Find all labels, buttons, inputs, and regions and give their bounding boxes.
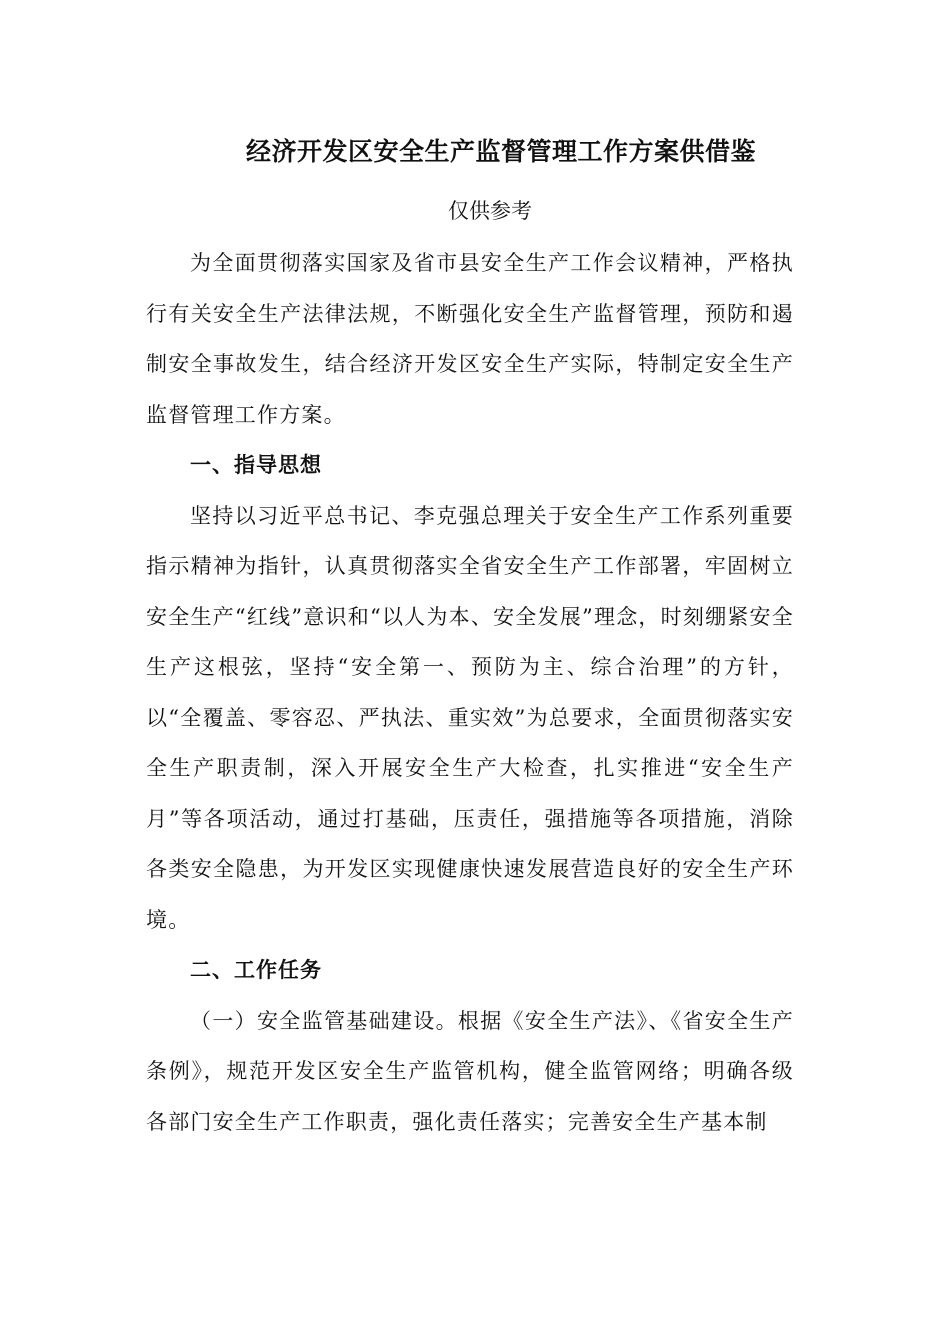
guiding-ideology-paragraph: 坚持以习近平总书记、李克强总理关于安全生产工作系列重要指示精神为指针，认真贯彻落实全省安全生产工作部署，牢固树立安全生产“红线”意识和“以人为本、安全发展”理念，时刻绷紧安全生产这根弦，坚持“安全第一、预防为主、综合治理”的方针，以“全覆盖、零容忍、严执法、重实效”为总要求，全面贯彻落实安全生产职责制，深入开展安全生产大检查，扎实推进“安全生产月”等各项活动，通过打基础，压责任，强措施等各项措施，消除各类安全隐患，为开发区实现健康快速发展营造良好的安全生产环境。: [146, 503, 794, 932]
work-tasks-paragraph: （一）安全监管基础建设。根据《安全生产法》、《省安全生产条例》，规范开发区安全生产监管机构，健全监管网络；明确各级各部门安全生产工作职责，强化责任落实；完善安全生产基本制: [146, 1008, 794, 1134]
section-heading-work-tasks: 二、工作任务: [190, 958, 322, 982]
section-heading-guiding-ideology: 一、指导思想: [190, 453, 322, 477]
document-subtitle: 仅供参考: [448, 199, 532, 223]
document-title: 经济开发区安全生产监督管理工作方案供借鉴: [246, 137, 757, 166]
intro-paragraph: 为全面贯彻落实国家及省市县安全生产工作会议精神，严格执行有关安全生产法律法规，不断强化安全生产监督管理，预防和遏制安全事故发生，结合经济开发区安全生产实际，特制定安全生产监督管理工作方案。: [146, 251, 794, 427]
document-body: [146, 238, 794, 1147]
